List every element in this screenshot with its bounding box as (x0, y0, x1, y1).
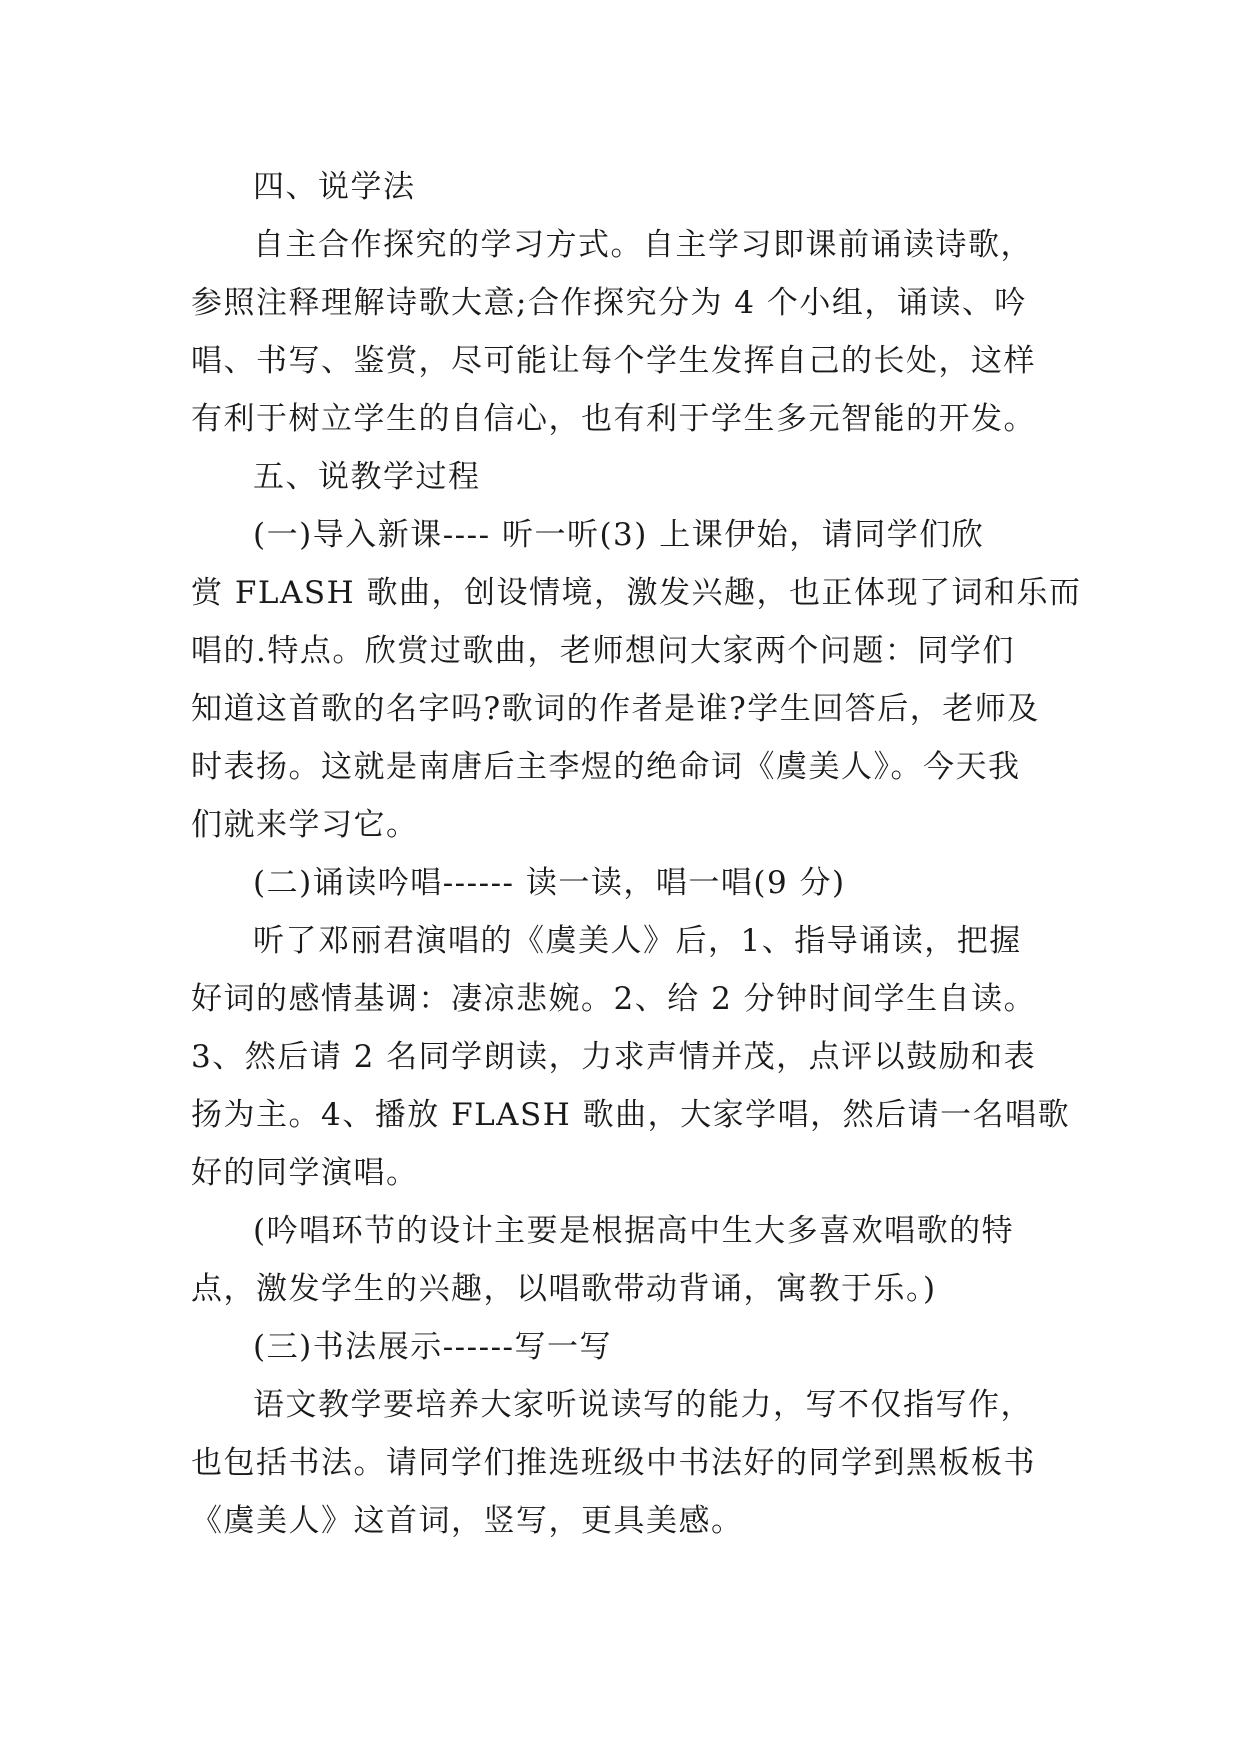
text-line: 唱的.特点。欣赏过歌曲，老师想问大家两个问题：同学们 (191, 633, 1015, 669)
text-line: 自主合作探究的学习方式。自主学习即课前诵读诗歌， (253, 227, 1033, 263)
text-line: 语文教学要培养大家听说读写的能力，写不仅指写作， (253, 1387, 1033, 1423)
text-line: 听了邓丽君演唱的《虞美人》后，1、指导诵读，把握 (253, 923, 1022, 959)
text-line: 3、然后请 2 名同学朗读，力求声情并茂，点评以鼓励和表 (191, 1039, 1037, 1075)
text-line: 知道这首歌的名字吗?歌词的作者是谁?学生回答后，老师及 (191, 691, 1040, 727)
text-line: 四、说学法 (253, 169, 416, 205)
text-line: 好词的感情基调：凄凉悲婉。2、给 2 分钟时间学生自读。 (191, 981, 1037, 1017)
text-line: (二)诵读吟唱------ 读一读，唱一唱(9 分) (253, 865, 846, 901)
text-line: (吟唱环节的设计主要是根据高中生大多喜欢唱歌的特 (253, 1213, 1015, 1249)
text-line: 五、说教学过程 (253, 459, 481, 495)
text-line: 也包括书法。请同学们推选班级中书法好的同学到黑板板书 (191, 1445, 1036, 1481)
document-body (191, 158, 1082, 1550)
text-line: 扬为主。4、播放 FLASH 歌曲，大家学唱，然后请一名唱歌 (191, 1097, 1071, 1133)
text-line: 有利于树立学生的自信心，也有利于学生多元智能的开发。 (191, 401, 1036, 437)
text-line: (一)导入新课---- 听一听(3) 上课伊始，请同学们欣 (253, 517, 985, 553)
text-line: 《虞美人》这首词，竖写，更具美感。 (191, 1503, 744, 1539)
text-line: 们就来学习它。 (191, 807, 419, 843)
text-line: 参照注释理解诗歌大意;合作探究分为 4 个小组，诵读、吟 (191, 285, 1027, 321)
text-line: 好的同学演唱。 (191, 1155, 419, 1191)
text-line: 唱、书写、鉴赏，尽可能让每个学生发挥自己的长处，这样 (191, 343, 1036, 379)
text-line: 点，激发学生的兴趣，以唱歌带动背诵，寓教于乐。) (191, 1271, 937, 1307)
text-line: (三)书法展示------写一写 (253, 1329, 613, 1365)
text-line: 赏 FLASH 歌曲，创设情境，激发兴趣，也正体现了词和乐而 (191, 575, 1082, 611)
text-line: 时表扬。这就是南唐后主李煜的绝命词《虞美人》。今天我 (191, 749, 1021, 785)
